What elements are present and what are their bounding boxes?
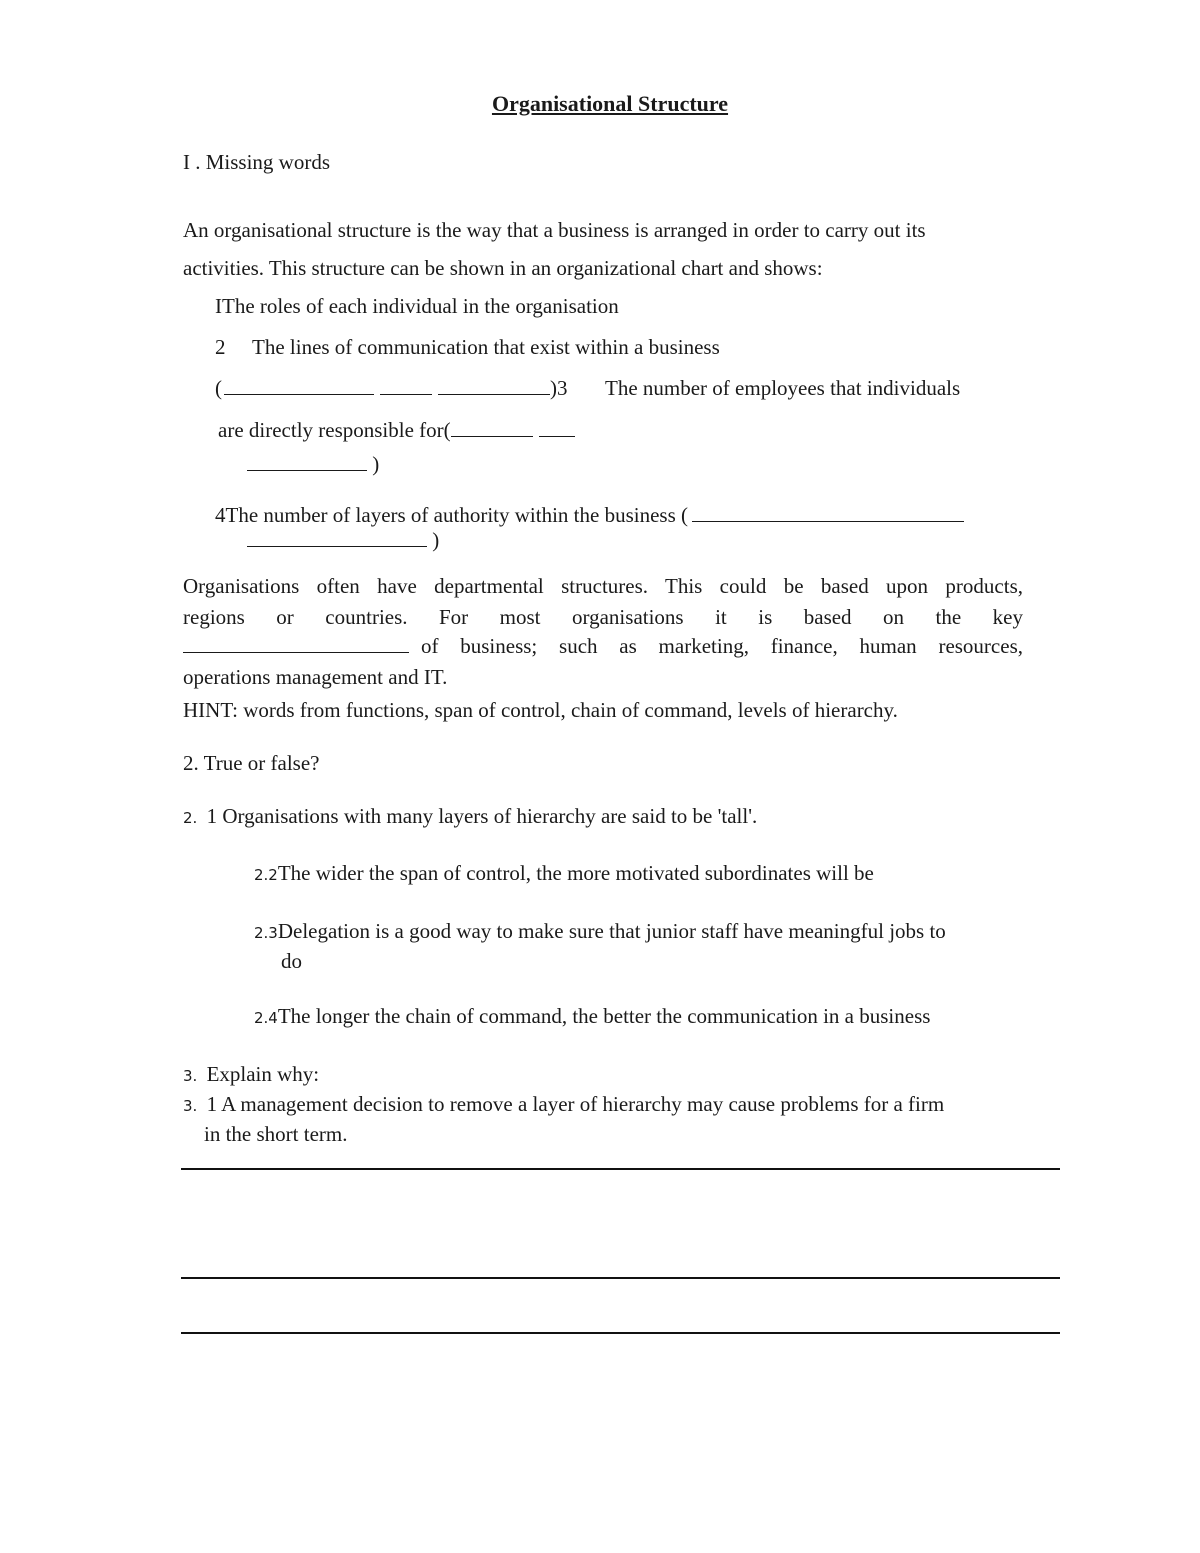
tf-question-2-text: The wider the span of control, the more motivated subordinates will be — [277, 861, 874, 885]
list-item-1: IThe roles of each individual in the organisation — [215, 294, 619, 318]
intro-line-2: activities. This structure can be shown in an organizational chart and shows: — [183, 256, 823, 280]
answer-line-2[interactable] — [181, 1277, 1060, 1279]
page-title: Organisational Structure — [491, 91, 729, 116]
list-item-3-cont-text: are directly responsible for( — [218, 418, 451, 442]
fill-blank-3c[interactable] — [247, 452, 367, 471]
list-item-4 — [215, 503, 964, 528]
tf-question-3 — [254, 919, 946, 944]
fill-blank-2a[interactable] — [224, 376, 374, 395]
list-item-3: The number of employees that individuals — [605, 376, 961, 400]
dept-line-2: regions or countries. For most organisations it is based on the key — [183, 605, 1023, 629]
list-item-2: The lines of communication that exist within a business — [252, 335, 720, 359]
intro-line-1: An organisational structure is the way that a business is arranged in order to carry out its — [183, 218, 926, 242]
fill-blank-3b[interactable] — [539, 418, 575, 437]
list-item-3-continued — [218, 418, 575, 443]
tf-question-1-text: 1 Organisations with many layers of hierarchy are said to be 'tall'. — [206, 804, 758, 828]
tf-question-4 — [254, 1004, 930, 1029]
list-item-3-number: 3 — [557, 376, 568, 400]
paren-close: ) — [550, 376, 557, 400]
explain-question-1-text: 1 A management decision to remove a layer of hierarchy may cause problems for a firm — [206, 1092, 945, 1116]
hint-text: HINT: words from functions, span of control, chain of command, levels of hierarchy. — [183, 698, 898, 722]
tf-question-3-continued: do — [281, 949, 302, 973]
list-item-3-blank-row — [247, 452, 379, 477]
explain-question-1-continued: in the short term. — [204, 1122, 348, 1146]
tf-question-4-number: 2.4 — [254, 1009, 278, 1027]
list-item-2-blank-row — [215, 376, 568, 401]
tf-question-3-text: Delegation is a good way to make sure that junior staff have meaningful jobs to — [277, 919, 946, 943]
answer-line-3[interactable] — [181, 1332, 1060, 1334]
list-item-4-blank-row — [247, 528, 439, 553]
paren-open: ( — [215, 376, 222, 400]
fill-blank-3a[interactable] — [451, 418, 533, 437]
fill-blank-2c[interactable] — [438, 376, 550, 395]
dept-line-1: Organisations often have departmental structures. This could be based upon products, — [183, 574, 1023, 598]
tf-question-2-number: 2.2 — [254, 866, 278, 884]
section3-heading — [183, 1062, 319, 1087]
fill-blank-4b[interactable] — [247, 528, 427, 547]
dept-line-3-row — [183, 634, 1023, 659]
tf-question-2 — [254, 861, 874, 886]
tf-question-1-number: 2. — [183, 809, 198, 827]
list-item-2-number: 2 — [215, 335, 226, 359]
fill-blank-2b[interactable] — [380, 376, 432, 395]
fill-blank-key-functions[interactable] — [183, 634, 409, 653]
dept-line-3: of business; such as marketing, finance, human resources, — [421, 634, 1023, 658]
dept-line-4: operations management and IT. — [183, 665, 448, 689]
tf-question-1 — [183, 804, 757, 829]
list-item-4-text: 4The number of layers of authority within the business ( — [215, 503, 688, 527]
explain-question-1 — [183, 1092, 944, 1117]
explain-question-1-number: 3. — [183, 1097, 198, 1115]
tf-question-4-text: The longer the chain of command, the better the communication in a business — [277, 1004, 931, 1028]
paren-close: ) — [432, 528, 440, 552]
section3-heading-text: Explain why: — [206, 1062, 320, 1086]
section3-heading-number: 3. — [183, 1067, 198, 1085]
tf-question-3-number: 2.3 — [254, 924, 278, 942]
answer-line-1[interactable] — [181, 1168, 1060, 1170]
section2-heading: 2. True or false? — [183, 751, 320, 775]
paren-close: ) — [372, 452, 380, 476]
section1-heading: I . Missing words — [183, 150, 331, 174]
fill-blank-4a[interactable] — [692, 503, 964, 522]
